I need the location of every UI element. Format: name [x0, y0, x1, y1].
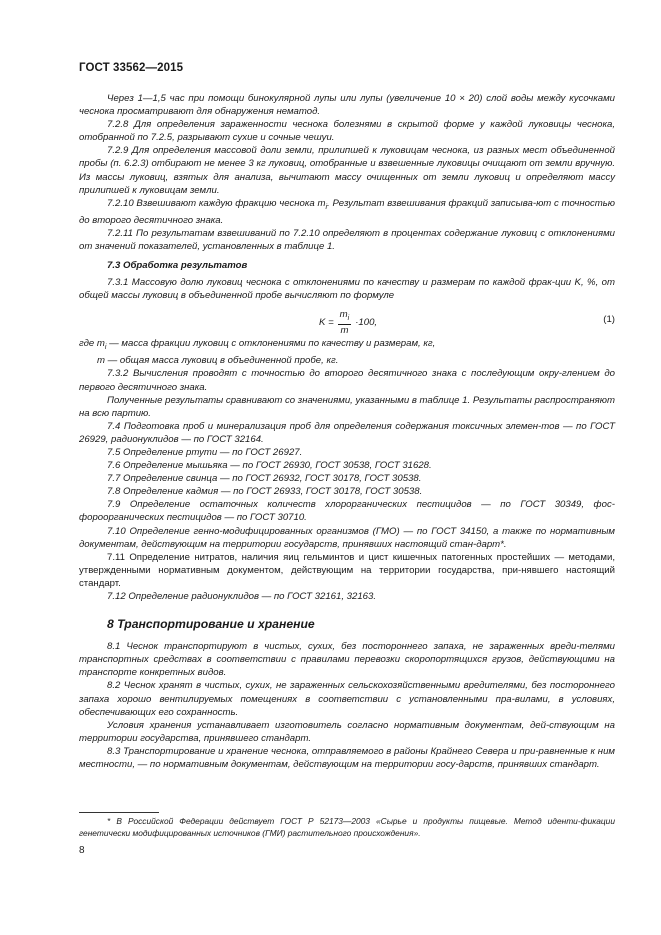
paragraph-7-12: 7.12 Определение радионуклидов — по ГОСТ 32161, 32163.: [107, 591, 377, 602]
paragraph-7-11: 7.11 Определение нитратов, наличия яиц гельминтов и цист кишечных патогенных простейших — методами, утвержденными нормативным документом, действующим на территории государства, при-нявшего настоящий стандарт.: [79, 551, 615, 589]
where-1a: где m: [79, 338, 105, 350]
section-heading-7-3: 7.3 Обработка результатов: [107, 260, 248, 272]
formula-num-sub: i: [347, 315, 350, 323]
paragraph-7-4: 7.4 Подготовка проб и минерализация проб для определения содержания токсичных элемен-тов — по ГОСТ 26929, радионуклидов — по ГОСТ 32164.: [79, 420, 615, 445]
formula-denominator: m: [340, 325, 349, 337]
where-line-1: [79, 337, 615, 354]
formula-1: [79, 305, 615, 335]
paragraph-results: Полученные результаты сравнивают со значениями, указанными в таблице 1. Результаты распространяют на всю партию.: [79, 394, 615, 419]
paragraph-7-2-8: 7.2.8 Для определения зараженности чеснока болезнями в скрытой форме у каждой луковицы чеснока, отобранной по 7.2.5, разрывают сухие и сочные чешуи.: [79, 119, 615, 144]
paragraph-7-3-2: 7.3.2 Вычисления проводят с точностью до второго десятичного знака с последующим окру-глением до первого десятичного знака.: [79, 368, 615, 393]
paragraph-nematodes: Через 1—1,5 час при помощи бинокулярной лупы или лупы (увеличение 10 × 20) слой воды между кусочками чеснока просматривают для обнаружения нематод.: [79, 93, 615, 118]
formula-fraction: [338, 309, 352, 336]
formula-expression: [319, 309, 377, 336]
paragraph-7-2-11: 7.2.11 По результатам взвешиваний по 7.2.10 определяют в процентах содержание луковиц с отклонениями от значений показателей, установленных в таблице 1.: [79, 227, 615, 252]
formula-lhs: K =: [319, 317, 334, 329]
paragraph-7-5: 7.5 Определение ртути — по ГОСТ 26927.: [107, 446, 303, 458]
p7210-text: 7.2.10 Взвешивают каждую фракцию чеснока m: [107, 197, 326, 209]
formula-num-m: m: [339, 309, 348, 321]
where-1b: — масса фракции луковиц с отклонениями по качеству и размерам, кг,: [106, 338, 436, 350]
paragraph-7-6: 7.6 Определение мышьяка — по ГОСТ 26930, ГОСТ 30538, ГОСТ 31628.: [107, 460, 432, 472]
document-header: ГОСТ 33562—2015: [79, 62, 184, 74]
paragraph-8-3: 8.3 Транспортирование и хранение чеснока, отправляемого в районы Крайнего Севера и при-равненные к ним местности, — по нормативным документам, действующим на территории госу-дарств, принявших стандарт.: [79, 745, 615, 771]
formula-numerator: [338, 309, 352, 325]
paragraph-8-1: 8.1 Чеснок транспортируют в чистых, сухих, без постороннего запаха, не зараженных вреди-телями транспортных средствах в соответствии с правилами перевозки скоропортящихся грузов, действующими на транспорте конкретных видов.: [79, 641, 615, 679]
paragraph-7-2-9: 7.2.9 Для определения массовой доли земли, прилипшей к луковицам чеснока, из разных мест объединенной пробы (п. 6.2.3) отбирают не менее 3 кг луковиц, отобранные и взвешенные луковицы очищают от земли вручную. Из массы луковиц, взятых для анализа, вычитают массу очищенных от земли луковиц и определяют массу прилипшей к луковицам земли.: [79, 145, 615, 196]
where-line-2: m — общая масса луковиц в объединенной пробе, кг.: [97, 355, 339, 367]
paragraph-7-8: 7.8 Определение кадмия — по ГОСТ 26933, ГОСТ 30178, ГОСТ 30538.: [107, 486, 423, 498]
paragraph-7-2-10: [79, 197, 615, 227]
page-number: 8: [79, 845, 85, 856]
p7210-subscript: i: [325, 203, 328, 211]
p7210-rest: . Результат взвешивания фракций записыва-ют с точностью до второго десятичного знака.: [79, 197, 616, 226]
formula-rhs: ·100,: [355, 317, 378, 329]
paragraph-7-7: 7.7 Определение свинца — по ГОСТ 26932, ГОСТ 30178, ГОСТ 30538.: [107, 473, 422, 485]
paragraph-7-9: 7.9 Определение остаточных количеств хлорорганических пестицидов — по ГОСТ 30349, фос-фороорганических пестицидов — по ГОСТ 30710.: [79, 499, 615, 524]
paragraph-7-10: 7.10 Определение генно-модифицированных организмов (ГМО) — по ГОСТ 34150, а также по нормативным документам, действующим на территории государств, принявших настоящий стан-дарт*.: [79, 525, 615, 550]
formula-number: (1): [603, 314, 615, 326]
where-1-sub: i: [104, 344, 107, 352]
page-content: [79, 92, 615, 771]
footnote-divider: [79, 812, 159, 813]
paragraph-7-3-1: 7.3.1 Массовую долю луковиц чеснока с отклонениями по качеству и размерам по каждой фрак-ции K, %, от общей массы луковиц в объединенной пробе вычисляют по формуле: [79, 277, 615, 302]
footnote: * В Российской Федерации действует ГОСТ Р 52173—2003 «Сырье и продукты пищевые. Метод иденти-фикации генетически модифицированных источников (ГМИ) растительного происхождения».: [79, 816, 615, 838]
chapter-heading-8: 8 Транспортирование и хранение: [107, 617, 315, 632]
paragraph-storage-conditions: Условия хранения устанавливает изготовитель согласно нормативным документам, дей-ствующим на территории государства, принявшего стандарт.: [79, 719, 615, 744]
paragraph-8-2: 8.2 Чеснок хранят в чистых, сухих, не зараженных сельскохозяйственными вредителями, без постороннего запаха хорошо вентилируемых помещениях в соответствии с установленными пра-вилами, в условиях, обеспечивающих его сохранность.: [79, 680, 615, 718]
